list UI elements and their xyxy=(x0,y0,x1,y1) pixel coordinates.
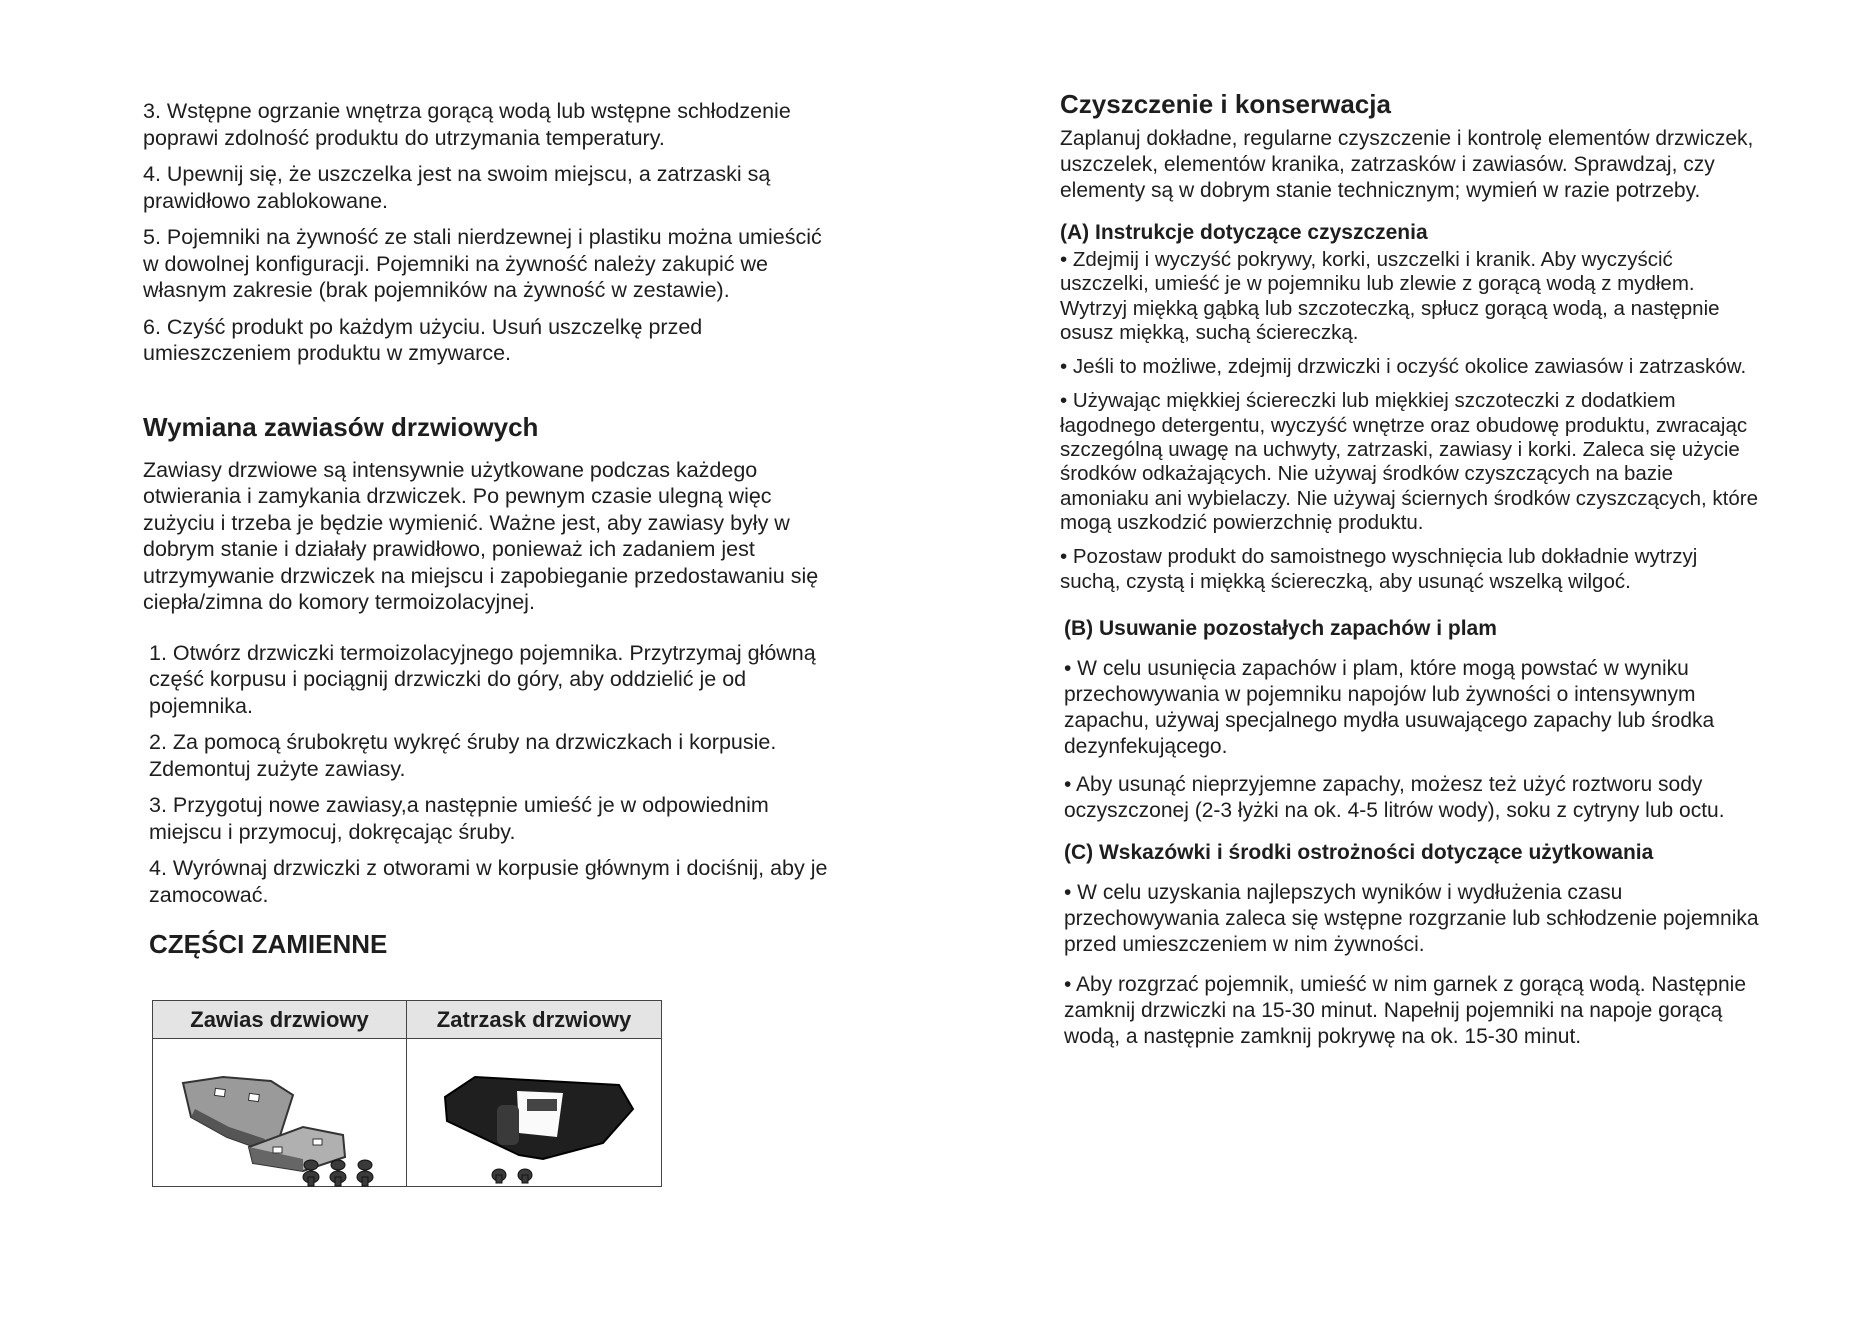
screw-icon xyxy=(492,1169,532,1183)
section-a-item: • Pozostaw produkt do samoistnego wyschnięcia lub dokładnie wytrzyj suchą, czystą i miękką ściereczką, aby usunąć wszelką wilgoć. xyxy=(1060,545,1698,593)
hinge-step: 3. Przygotuj nowe zawiasy,a następnie umieść je w odpowiednim miejscu i przymocuj, dokręcając śruby. xyxy=(149,793,769,844)
parts-cell-hinge xyxy=(153,1039,407,1186)
parts-cell-latch xyxy=(407,1039,661,1186)
section-a-item: • Jeśli to możliwe, zdejmij drzwiczki i oczyść okolice zawiasów i zatrzasków. xyxy=(1060,355,1747,379)
hinge-intro: Zawiasy drzwiowe są intensywnie użytkowane podczas każdego otwierania i zamykania drzwiczek. Po pewnym czasie ulegną więc zużyciu i trzeba je będzie wymienić. Ważne jest, aby zawiasy były w dobrym stanie i działały prawidłowo, ponieważ ich zadaniem jest utrzymywanie drzwiczek na miejscu i zapobieganie przedostawaniu się ciepła/zimna do komory termoizolacyjnej. xyxy=(143,457,819,614)
section-a-item: • Używając miękkiej ściereczki lub miękkiej szczoteczki z dodatkiem łagodnego detergentu, wyczyść wnętrze oraz obudowę produktu, zwracając szczególną uwagę na uchwyty, zatrzaski, zawiasy i korki. Zaleca się użycie środków odkażających. Nie używaj środków czyszczących na bazie amoniaku ani wybielaczy. Nie używaj ściernych środków czyszczących, które mogą uszkodzić powierzchnię produktu. xyxy=(1060,389,1759,534)
parts-table xyxy=(152,1000,662,1187)
cleaning-intro: Zaplanuj dokładne, regularne czyszczenie i kontrolę elementów drzwiczek, uszczelek, elementów kranika, zatrzasków i zawiasów. Sprawdzaj, czy elementy są w dobrym stanie technicznym; wymień w razie potrzeby. xyxy=(1060,127,1754,202)
intro-item: 3. Wstępne ogrzanie wnętrza gorącą wodą lub wstępne schłodzenie poprawi zdolność produktu do utrzymania temperatury. xyxy=(143,99,791,150)
left-column xyxy=(143,98,833,960)
hinge-step: 1. Otwórz drzwiczki termoizolacyjnego pojemnika. Przytrzymaj główną część korpusu i pociągnij drzwiczki do góry, aby oddzielić je od pojemnika. xyxy=(149,640,816,718)
hinge-icon xyxy=(153,1039,406,1187)
intro-item: 4. Upewnij się, że uszczelka jest na swoim miejscu, a zatrzaski są prawidłowo zablokowane. xyxy=(143,162,771,213)
section-c-item: • W celu uzyskania najlepszych wyników i wydłużenia czasu przechowywania zaleca się wstępne rozgrzanie lub schłodzenie pojemnika przed umieszczeniem w nim żywności. xyxy=(1064,880,1759,956)
screw-icon xyxy=(303,1160,373,1186)
intro-item: 5. Pojemniki na żywność ze stali nierdzewnej i plastiku można umieścić w dowolnej konfiguracji. Pojemniki na żywność należy zakupić we własnym zakresie (brak pojemników na żywność w zestawie). xyxy=(143,225,822,302)
parts-title: CZĘŚCI ZAMIENNE xyxy=(149,929,388,959)
hinge-section-title: Wymiana zawiasów drzwiowych xyxy=(143,411,539,442)
section-b-item: • W celu usunięcia zapachów i plam, które mogą powstać w wyniku przechowywania w pojemniku napojów lub żywności o intensywnym zapachu, używaj specjalnego mydła usuwającego zapachy lub środka dezynfekującego. xyxy=(1064,656,1715,758)
section-b-item: • Aby usunąć nieprzyjemne zapachy, możesz też użyć roztworu sody oczyszczonej (2-3 łyżki na ok. 4-5 litrów wody), soku z cytryny lub octu. xyxy=(1064,772,1725,822)
section-a-title: (A) Instrukcje dotyczące czyszczenia xyxy=(1060,221,1428,244)
parts-header-latch: Zatrzask drzwiowy xyxy=(407,1001,661,1039)
cleaning-title: Czyszczenie i konserwacja xyxy=(1060,89,1391,119)
parts-header-hinge: Zawias drzwiowy xyxy=(153,1001,407,1039)
section-c-item: • Aby rozgrzać pojemnik, umieść w nim garnek z gorącą wodą. Następnie zamknij drzwiczki na 15-30 minut. Napełnij pojemniki na napoje gorącą wodą, a następnie zamknij pokrywę na ok. 15-30 minut. xyxy=(1064,972,1746,1048)
intro-item: 6. Czyść produkt po każdym użyciu. Usuń uszczelkę przed umieszczeniem produktu w zmywarce. xyxy=(143,314,703,365)
section-b-title: (B) Usuwanie pozostałych zapachów i plam xyxy=(1064,616,1497,640)
right-column xyxy=(1060,88,1760,1050)
section-a-item: • Zdejmij i wyczyść pokrywy, korki, uszczelki i kranik. Aby wyczyścić uszczelki, umieść je w pojemniku lub zlewie z gorącą wodą z mydłem. Wytrzyj miękką gąbką lub szczoteczką, spłucz gorącą wodą, a następnie osusz miękką, suchą ściereczką. xyxy=(1060,248,1720,344)
hinge-step: 2. Za pomocą śrubokrętu wykręć śruby na drzwiczkach i korpusie. Zdemontuj zużyte zawiasy. xyxy=(149,730,777,781)
section-c-title: (C) Wskazówki i środki ostrożności dotyczące użytkowania xyxy=(1064,840,1654,864)
hinge-steps xyxy=(143,640,833,909)
hinge-step: 4. Wyrównaj drzwiczki z otworami w korpusie głównym i dociśnij, aby je zamocować. xyxy=(149,856,828,907)
latch-icon xyxy=(407,1039,661,1187)
